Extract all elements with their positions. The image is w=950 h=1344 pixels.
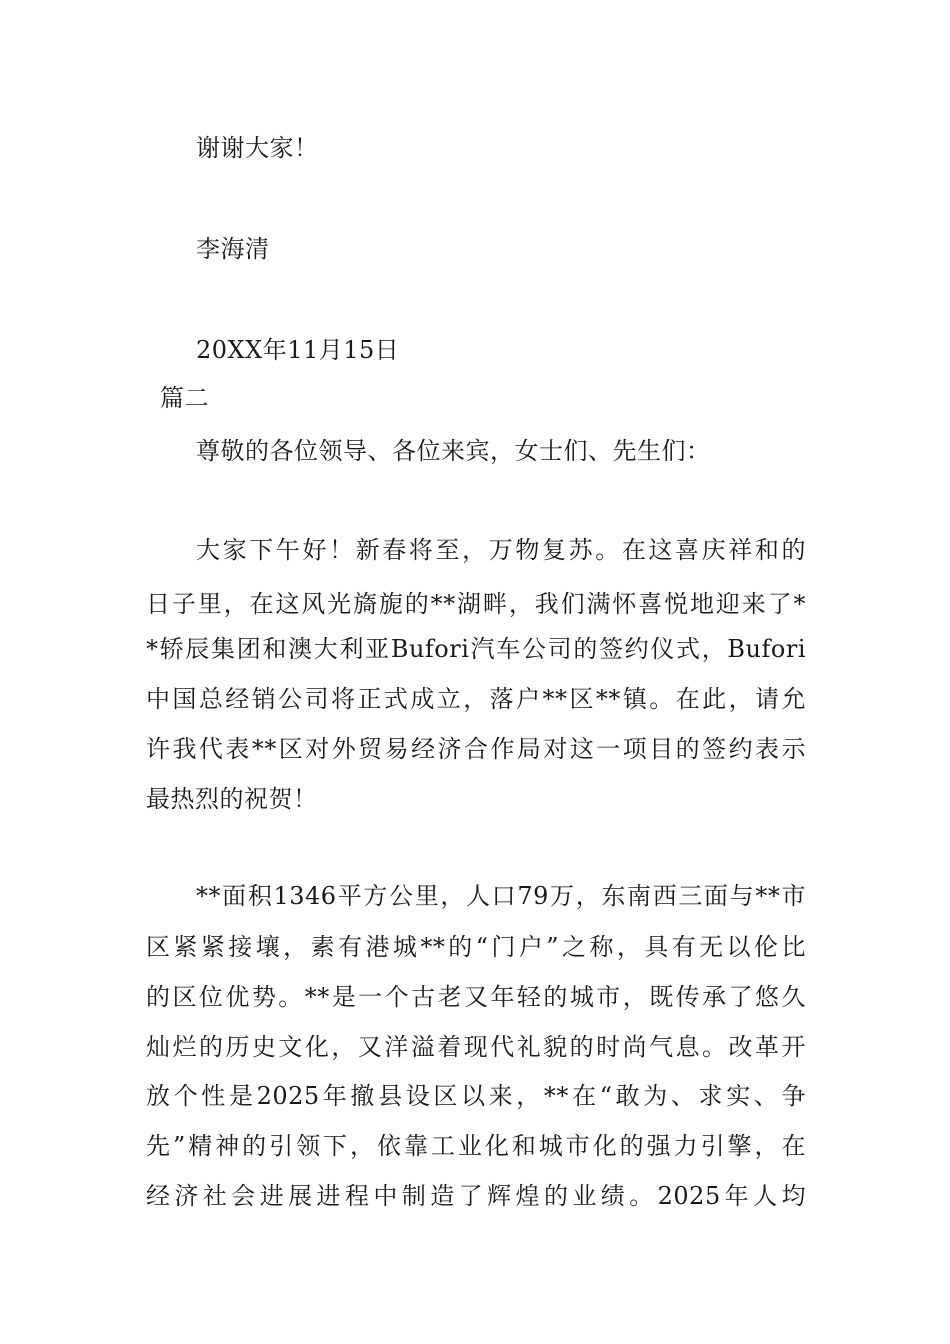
paragraph1-line: *轿辰集团和澳大利亚Bufori汽车公司的签约仪式，Bufori bbox=[146, 635, 806, 663]
signature: 李海清 bbox=[196, 235, 270, 263]
paragraph2-line: **面积1346平方公里，人口79万，东南西三面与**市 bbox=[196, 882, 806, 910]
paragraph2-line: 先”精神的引领下，依靠工业化和城市化的强力引擎，在 bbox=[146, 1132, 806, 1160]
paragraph1-line: 中国总经销公司将正式成立，落户**区**镇。在此，请允 bbox=[146, 685, 806, 713]
paragraph2-line: 的区位优势。**是一个古老又年轻的城市，既传承了悠久 bbox=[146, 983, 806, 1011]
closing-thanks: 谢谢大家！ bbox=[196, 134, 319, 162]
paragraph2-line: 经济社会进展进程中制造了辉煌的业绩。2025年人均 bbox=[146, 1182, 806, 1210]
paragraph2-line: 灿烂的历史文化，又洋溢着现代礼貌的时尚气息。改革开 bbox=[146, 1033, 806, 1061]
paragraph1-line: 日子里，在这风光旖旎的**湖畔，我们满怀喜悦地迎来了* bbox=[146, 590, 806, 618]
paragraph2-line: 放个性是2025年撤县设区以来，**在“敢为、求实、争 bbox=[146, 1082, 806, 1110]
salutation: 尊敬的各位领导、各位来宾，女士们、先生们： bbox=[196, 437, 711, 465]
paragraph1-line: 最热烈的祝贺！ bbox=[146, 785, 318, 813]
paragraph1-line: 许我代表**区对外贸易经济合作局对这一项目的签约表示 bbox=[146, 735, 806, 763]
paragraph2-line: 区紧紧接壤，素有港城**的“门户”之称，具有无以伦比 bbox=[146, 933, 806, 961]
date-line: 20XX年11月15日 bbox=[196, 336, 400, 364]
section-heading: 篇二 bbox=[160, 384, 209, 412]
paragraph1-line: 大家下午好！新春将至，万物复苏。在这喜庆祥和的 bbox=[196, 536, 806, 564]
